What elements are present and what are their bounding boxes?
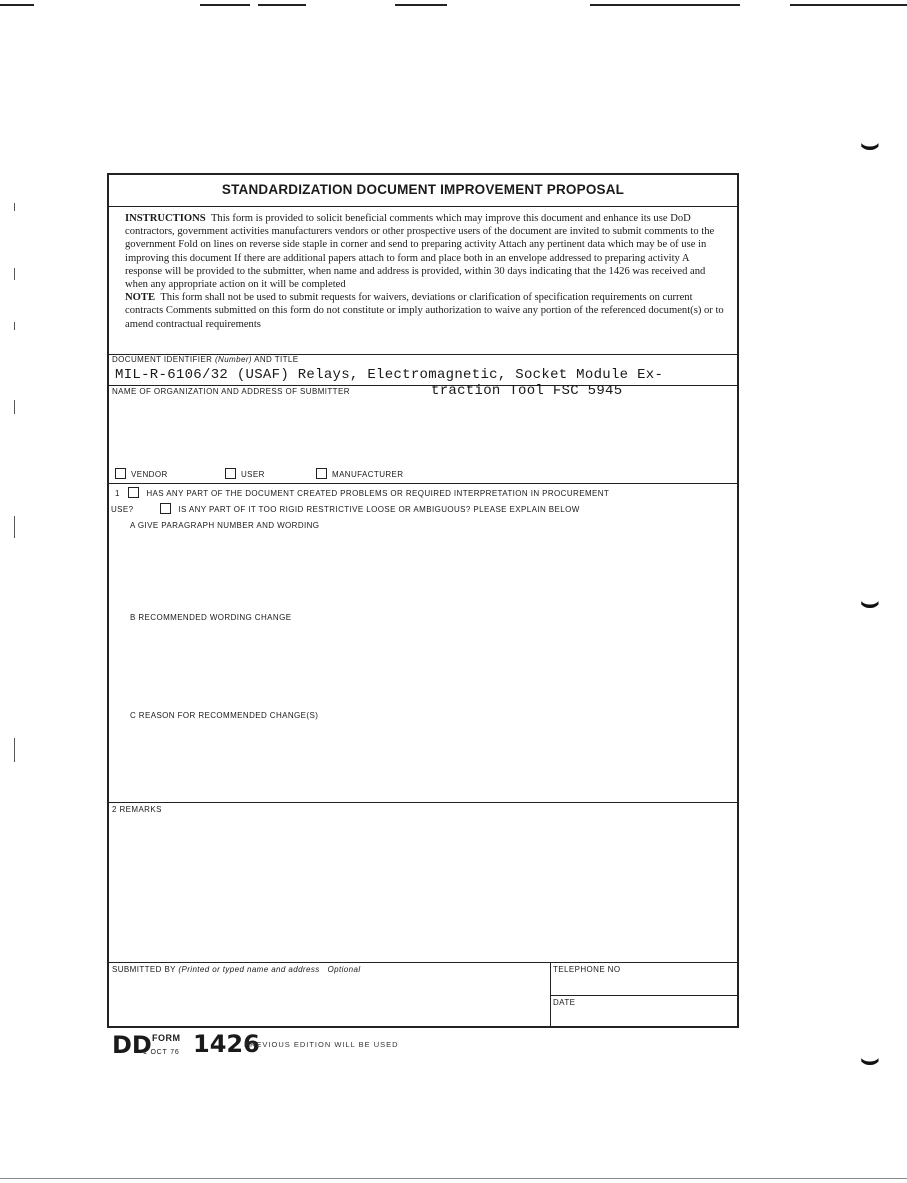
document-title-line2[interactable]: traction Tool FSC 5945	[431, 383, 623, 399]
submitted-by-text: SUBMITTED BY	[112, 965, 176, 974]
scan-edge-line	[790, 4, 907, 6]
scan-bottom-edge	[0, 1178, 907, 1179]
doc-identifier-label-italic: (Number)	[214, 355, 252, 364]
doc-identifier-label-end: AND TITLE	[254, 355, 299, 364]
question-1	[115, 487, 609, 498]
margin-mark	[14, 738, 15, 762]
submitted-by-optional: Optional	[327, 965, 361, 974]
question-1-text2: IS ANY PART OF IT TOO RIGID RESTRICTIVE LOOSE OR AMBIGUOUS? PLEASE EXPLAIN BELOW	[178, 505, 580, 514]
binder-notch-icon: ⌣	[860, 586, 880, 619]
scan-edge-line	[590, 4, 740, 6]
form-number: 1426	[193, 1030, 260, 1058]
question-number: 1	[115, 489, 120, 498]
date-label: DATE	[553, 998, 576, 1007]
dd-label: DD	[112, 1031, 152, 1059]
previous-edition-note: PREVIOUS EDITION WILL BE USED	[244, 1040, 399, 1049]
margin-mark	[14, 400, 15, 414]
scan-edge-line	[200, 4, 250, 6]
divider	[109, 385, 737, 386]
divider	[109, 483, 737, 484]
margin-mark	[14, 203, 15, 211]
checkbox-icon[interactable]	[115, 468, 126, 479]
doc-identifier-label	[112, 355, 299, 364]
form-word: FORM	[152, 1033, 181, 1043]
question-1-cont	[111, 503, 580, 514]
form-title: STANDARDIZATION DOCUMENT IMPROVEMENT PROPOSAL	[221, 182, 625, 197]
item-a-label: A GIVE PARAGRAPH NUMBER AND WORDING	[130, 521, 320, 530]
scan-edge-line	[0, 4, 34, 6]
checkbox-user[interactable]	[225, 468, 265, 479]
instructions-label: INSTRUCTIONS	[125, 213, 206, 224]
divider	[109, 206, 737, 207]
checkbox-icon[interactable]	[160, 503, 171, 514]
question-1-use: USE?	[111, 505, 134, 514]
document-title-line1[interactable]: MIL-R-6106/32 (USAF) Relays, Electromagnetic, Socket Module Ex-	[115, 367, 664, 383]
submitted-by-label	[112, 965, 361, 974]
margin-mark	[14, 516, 15, 538]
checkbox-icon[interactable]	[225, 468, 236, 479]
form-date-code: 1 OCT 76	[143, 1049, 180, 1056]
checkbox-label: USER	[241, 470, 265, 479]
item-b-label: B RECOMMENDED WORDING CHANGE	[130, 613, 292, 622]
checkbox-icon[interactable]	[128, 487, 139, 498]
checkbox-icon[interactable]	[316, 468, 327, 479]
divider	[109, 802, 737, 803]
instructions-block	[125, 212, 725, 331]
binder-notch-icon: ⌣	[860, 1043, 880, 1076]
scan-edge-line	[258, 4, 306, 6]
scan-edge-line	[395, 4, 447, 6]
remarks-label: 2 REMARKS	[112, 805, 162, 814]
note-label: NOTE	[125, 292, 156, 304]
margin-mark	[14, 268, 15, 280]
note-text: This form shall not be used to submit requests for waivers, deviations or clarification of specification requirements on current contracts Comments submitted on this form do not constitute or imply authorization to waive any portion of the referenced document(s) or to amend contractual requirements	[125, 292, 724, 330]
question-1-text: HAS ANY PART OF THE DOCUMENT CREATED PROBLEMS OR REQUIRED INTERPRETATION IN PROCUREMENT	[146, 489, 610, 498]
divider	[109, 962, 737, 963]
checkbox-vendor[interactable]	[115, 468, 168, 479]
submitter-label: NAME OF ORGANIZATION AND ADDRESS OF SUBMITTER	[112, 387, 350, 396]
binder-notch-icon: ⌣	[860, 128, 880, 161]
item-c-label: C REASON FOR RECOMMENDED CHANGE(S)	[130, 711, 319, 720]
divider	[550, 995, 737, 996]
checkbox-manufacturer[interactable]	[316, 468, 403, 479]
checkbox-label: MANUFACTURER	[332, 470, 404, 479]
doc-identifier-label-text: DOCUMENT IDENTIFIER	[112, 355, 213, 364]
instructions-text: This form is provided to solicit beneficial comments which may improve this document and enhance its use DoD contractors, government activities manufacturers vendors or other prospective users of the document are invited to submit comments to the government Fold on lines on reverse side staple in corner and send to preparing activity Attach any pertinent data which may be of use in improving this document If there are additional papers attach to form and place both in an envelope addressed to preparing activity A response will be provided to the submitter, when name and address is provided, within 30 days indicating that the 1426 was received and when any appropriate action on it will be completed	[125, 213, 715, 291]
submitted-by-italic: (Printed or typed name and address	[178, 965, 320, 974]
margin-mark	[14, 322, 15, 330]
telephone-label: TELEPHONE NO	[553, 965, 621, 974]
improvement-proposal-form	[107, 173, 739, 1028]
checkbox-label: VENDOR	[131, 470, 168, 479]
